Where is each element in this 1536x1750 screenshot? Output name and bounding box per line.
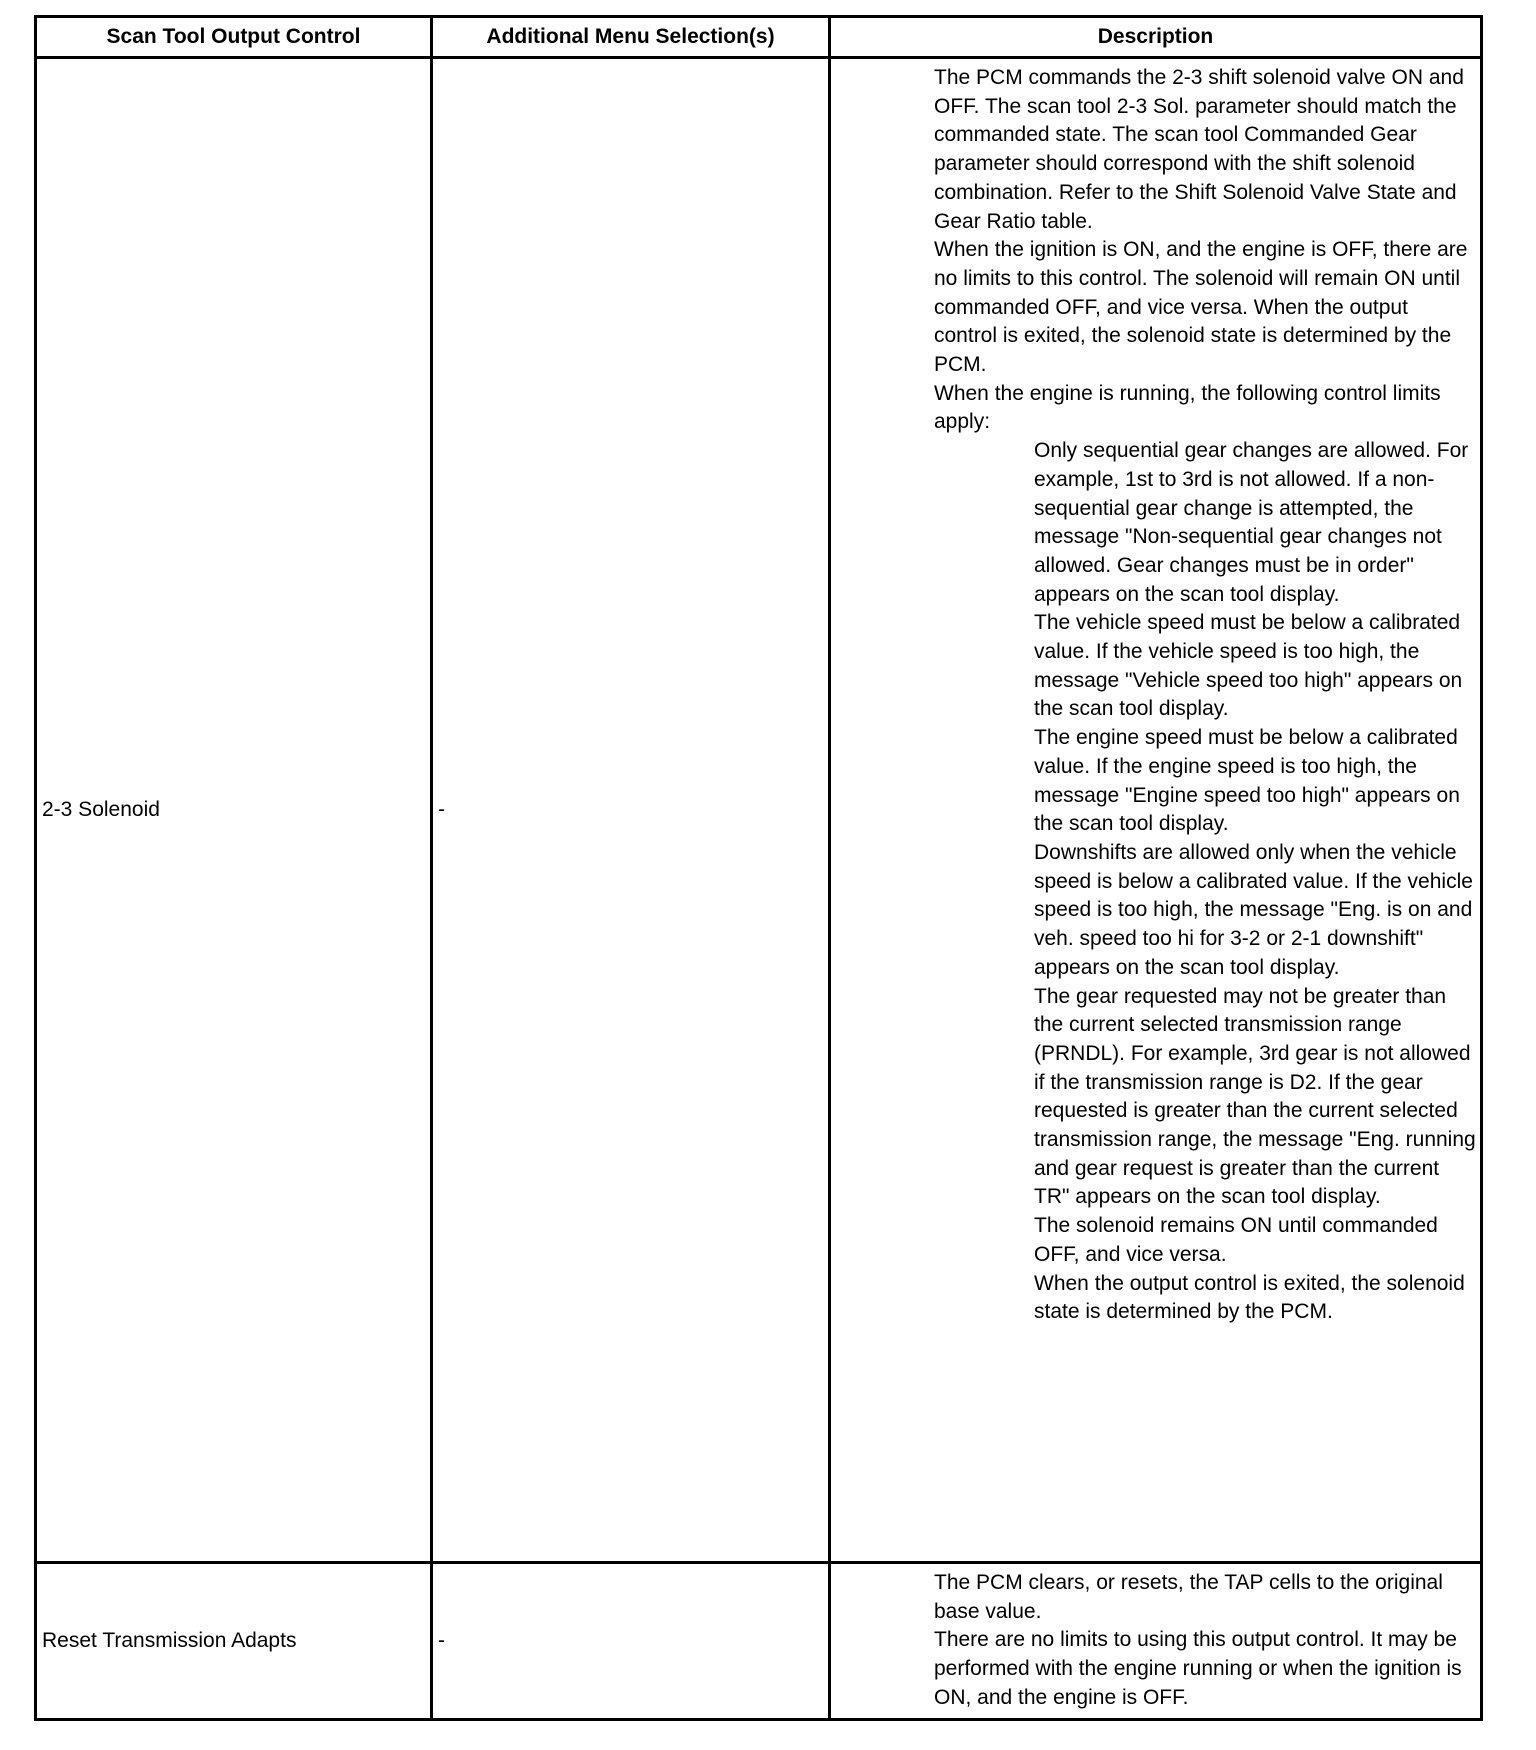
description-cell (830, 58, 1482, 1563)
header-description: Description (830, 17, 1482, 58)
description-cell (830, 1563, 1482, 1720)
description-paragraph: When the ignition is ON, and the engine is OFF, there are no limits to this control. The solenoid will remain ON until commanded OFF, and vice versa. When the output control is exited, the solenoid state is determined by the PCM. (934, 238, 1468, 377)
header-scan-tool-output-control: Scan Tool Output Control (36, 17, 432, 58)
control-limit-item: The gear requested may not be greater than the current selected transmission range (PRNDL). For example, 3rd gear is not allowed if the transmission range is D2. If the gear requested is greater than the current selected transmission range, the message "Eng. running and gear request is greater than the current TR" appears on the scan tool display. (1034, 984, 1476, 1209)
control-limit-item: When the output control is exited, the solenoid state is determined by the PCM. (1034, 1271, 1465, 1324)
control-limit-item: Downshifts are allowed only when the vehicle speed is below a calibrated value. If the vehicle speed is too high, the message "Eng. is on and veh. speed too hi for 3-2 or 2-1 downshift" appears on the scan tool display. (1034, 840, 1473, 979)
description-paragraph: The PCM clears, or resets, the TAP cells to the original base value. (934, 1571, 1443, 1623)
description-paragraph: When the engine is running, the following control limits apply: (934, 381, 1441, 434)
description-paragraph: The PCM commands the 2-3 shift solenoid valve ON and OFF. The scan tool 2-3 Sol. parameter should match the commanded state. The scan tool Commanded Gear parameter should correspond with the shift solenoid combination. Refer to the Shift Solenoid Valve State and Gear Ratio table. (934, 66, 1464, 233)
control-limit-item: Only sequential gear changes are allowed. For example, 1st to 3rd is not allowed. If a non-sequential gear change is attempted, the message "Non-sequential gear changes not allowed. Gear changes must be in order" appears on the scan tool display. (1034, 439, 1469, 606)
control-limit-item: The solenoid remains ON until commanded OFF, and vice versa. (1034, 1214, 1438, 1266)
control-limit-item: The vehicle speed must be below a calibrated value. If the vehicle speed is too high, the message "Vehicle speed too high" appears on the scan tool display. (1034, 611, 1463, 721)
description-paragraph: There are no limits to using this output control. It may be performed with the engine running or when the ignition is ON, and the engine is OFF. (934, 1628, 1462, 1709)
menu-selection: - (432, 1563, 830, 1720)
control-name: Reset Transmission Adapts (36, 1563, 432, 1720)
header-additional-menu-selections: Additional Menu Selection(s) (432, 17, 830, 58)
header-row (36, 17, 1482, 58)
table-row (36, 1563, 1482, 1720)
table-row (36, 58, 1482, 1563)
menu-selection: - (432, 58, 830, 1563)
control-limit-item: The engine speed must be below a calibrated value. If the engine speed is too high, the message "Engine speed too high" appears on the scan tool display. (1034, 726, 1460, 836)
output-control-table (34, 15, 1483, 1721)
control-name: 2-3 Solenoid (36, 58, 432, 1563)
